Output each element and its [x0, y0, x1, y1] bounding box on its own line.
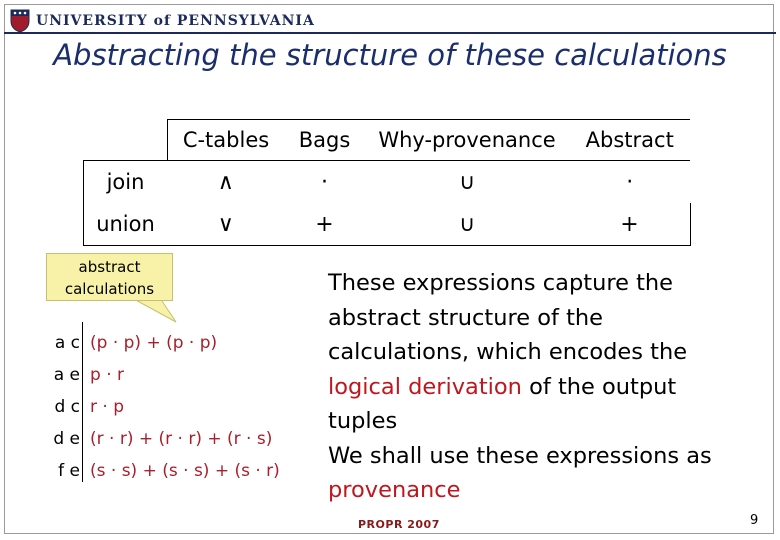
row-label: union	[84, 203, 168, 246]
highlight-text: provenance	[328, 477, 461, 503]
table-cell: ∪	[365, 161, 570, 204]
table-cell: +	[285, 203, 365, 246]
operations-table	[83, 119, 691, 246]
footer-label: PROPR 2007	[358, 518, 440, 531]
provenance-expression: r · p	[90, 397, 124, 417]
text-run: These expressions capture the abstract structure of the calculations, which encodes the	[328, 270, 688, 365]
shield-icon	[10, 9, 30, 33]
abstract-calculations-callout	[46, 253, 173, 301]
paragraph	[328, 439, 748, 508]
tuple-list	[40, 327, 80, 487]
paragraph	[328, 266, 748, 439]
table-cell: ·	[570, 161, 691, 204]
tuple-label: a c	[54, 333, 80, 353]
row-label: join	[84, 161, 168, 204]
provenance-expression: (s · s) + (s · s) + (s · r)	[90, 461, 280, 481]
provenance-expression: p · r	[90, 365, 124, 385]
column-header: Abstract	[570, 120, 691, 161]
divider-line	[82, 322, 83, 482]
page-number: 9	[750, 513, 759, 528]
text-run: We shall use these expressions as	[328, 442, 712, 469]
column-header: C-tables	[167, 120, 285, 161]
university-logo	[10, 8, 315, 34]
table-header-row	[84, 120, 691, 161]
column-header	[84, 120, 168, 161]
table-cell: ∧	[167, 161, 285, 204]
table-cell: ·	[285, 161, 365, 204]
table-row	[84, 161, 691, 204]
table-cell: +	[570, 203, 691, 246]
tuple-label: d e	[53, 429, 80, 449]
tuple-label: f e	[58, 461, 80, 481]
provenance-expression: (r · r) + (r · r) + (r · s)	[90, 429, 273, 449]
header-rule	[4, 32, 776, 34]
highlight-text: logical derivation	[328, 373, 522, 400]
slide-title: Abstracting the structure of these calculations	[53, 38, 727, 72]
callout-line: abstract	[78, 258, 141, 276]
column-header: Bags	[285, 120, 365, 161]
column-header: Why-provenance	[365, 120, 570, 161]
expression-list	[90, 327, 280, 487]
table-cell: ∪	[365, 203, 570, 246]
callout-line: calculations	[64, 280, 155, 298]
explanation-text	[328, 266, 748, 508]
provenance-expression: (p · p) + (p · p)	[90, 333, 218, 353]
table-row	[84, 203, 691, 246]
table-cell: ∨	[167, 203, 285, 246]
university-name: UNIVERSITY of PENNSYLVANIA	[36, 13, 315, 29]
tuple-label: a e	[53, 365, 80, 385]
text-run: of the output tuples	[328, 373, 677, 434]
tuple-label: d c	[54, 397, 80, 417]
